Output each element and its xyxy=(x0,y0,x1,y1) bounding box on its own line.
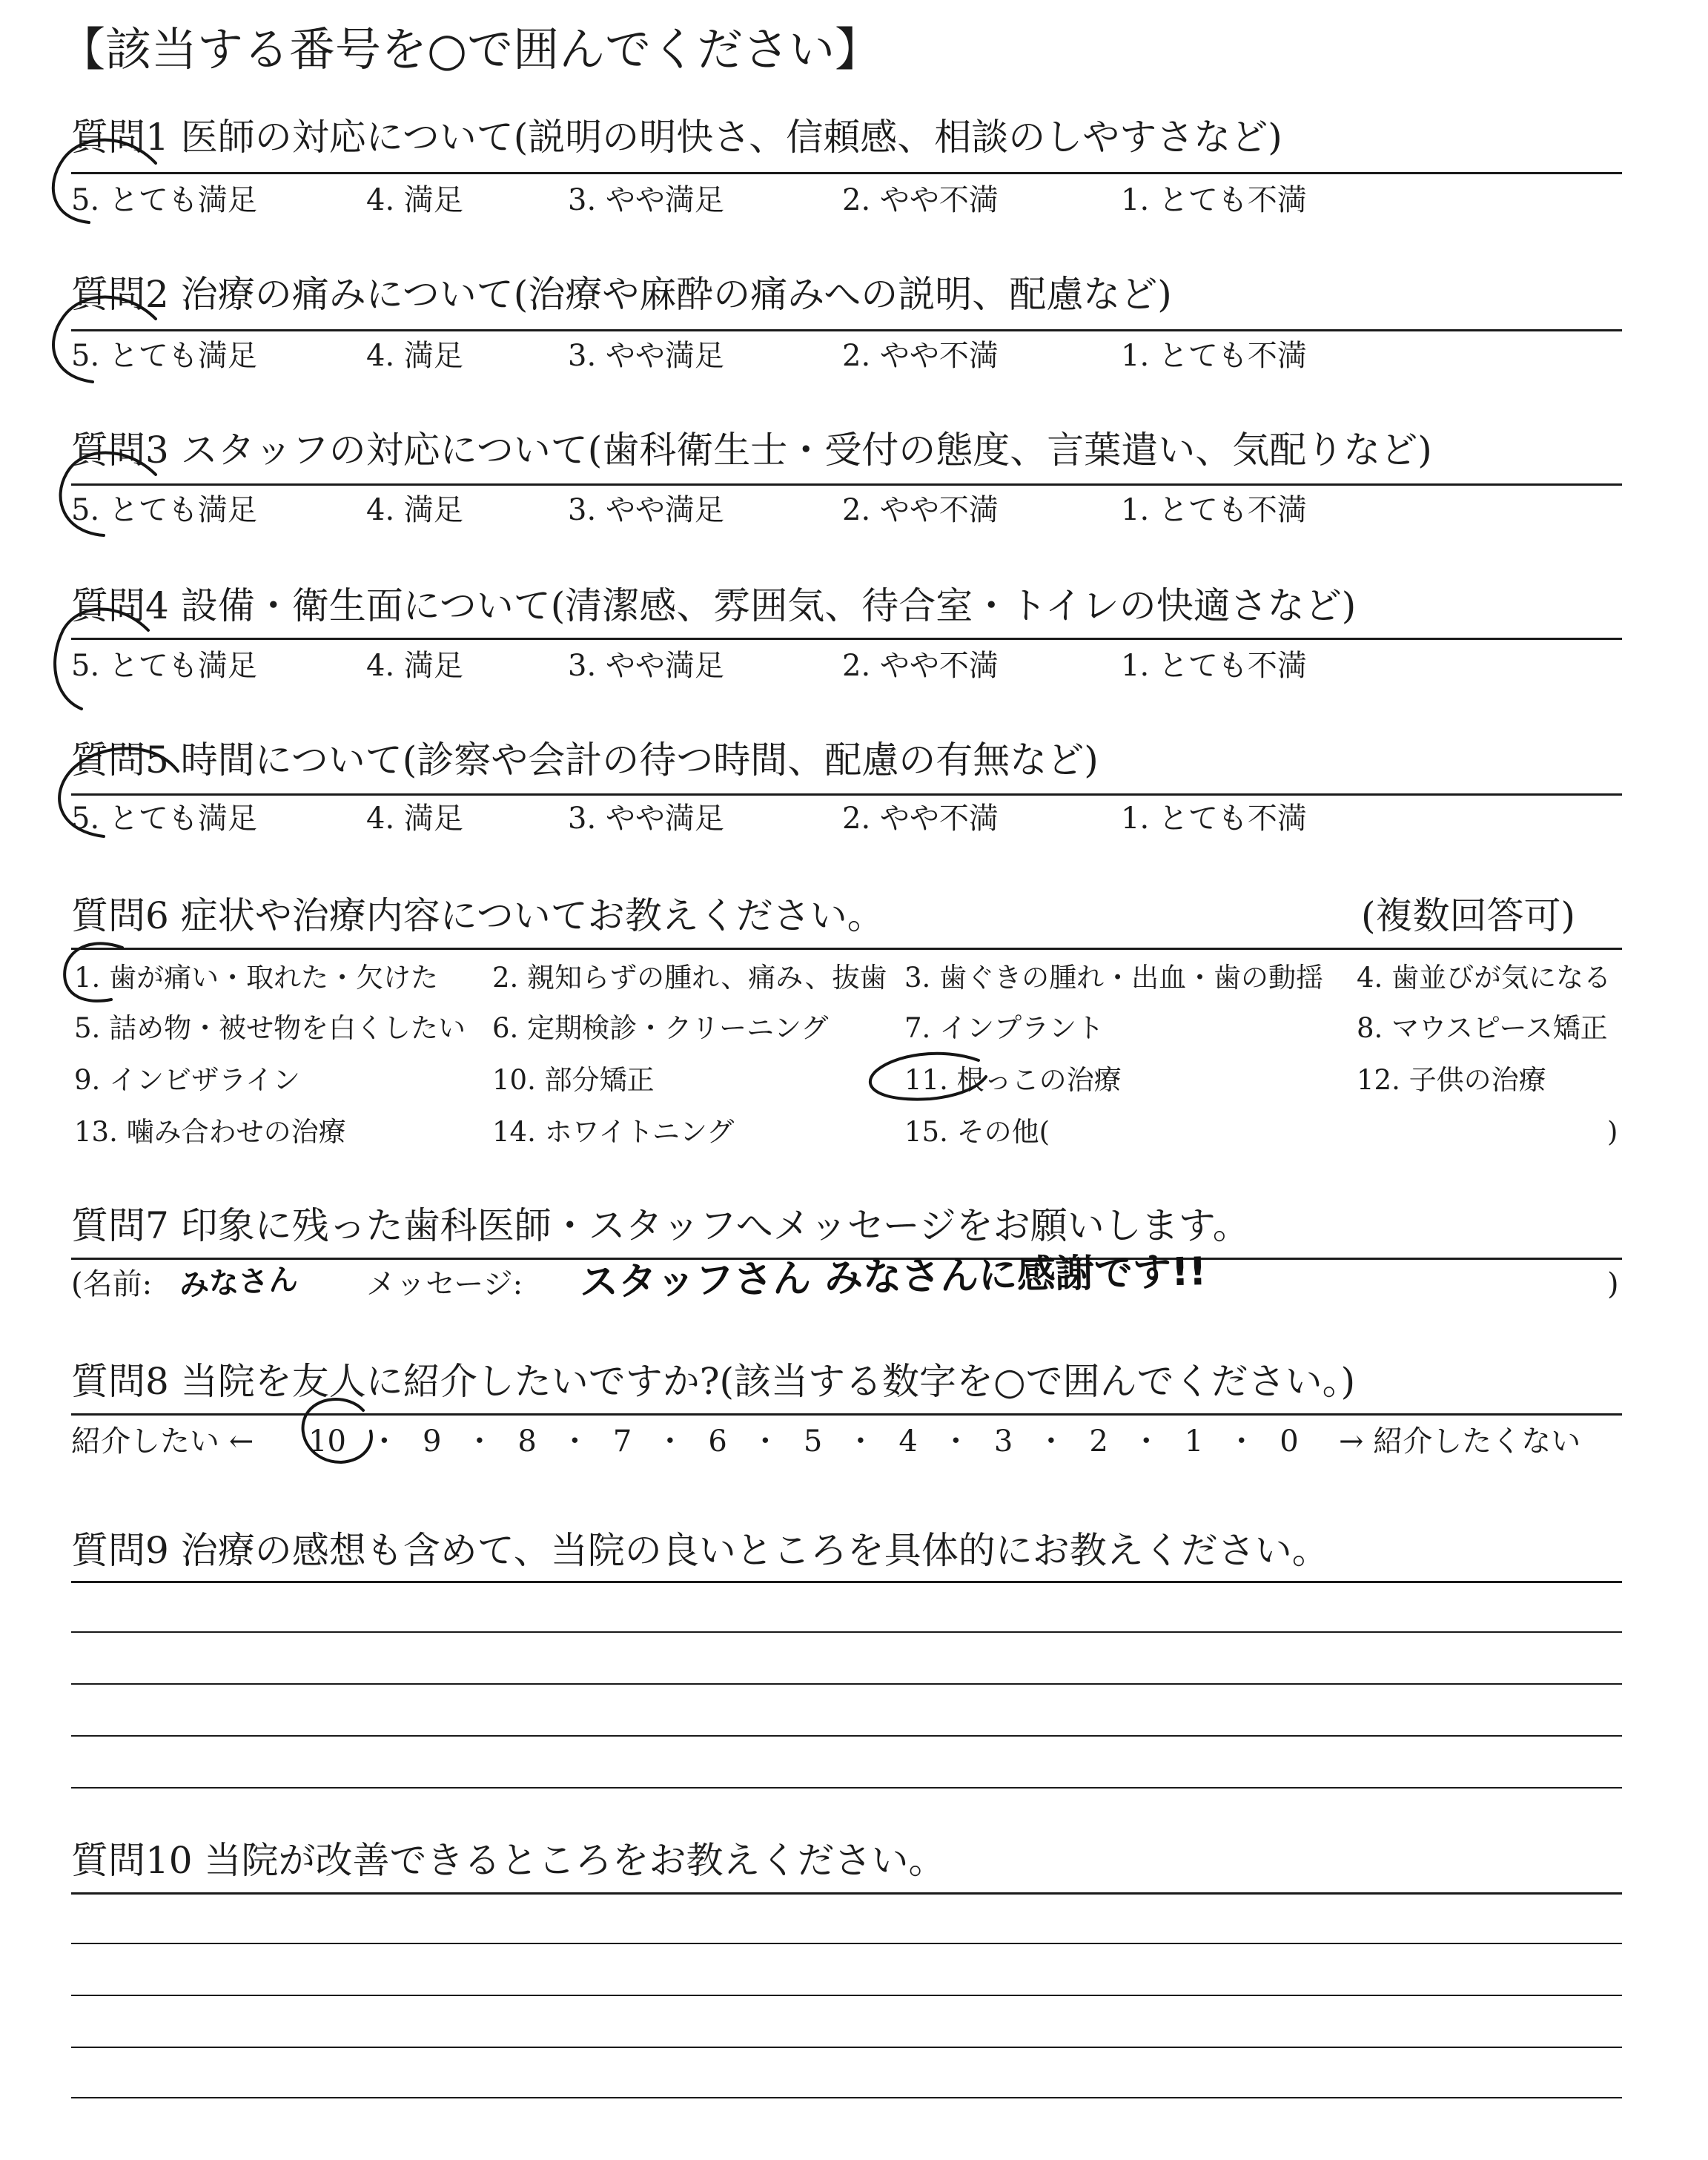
q6-item-9[interactable]: 9. インビザライン xyxy=(74,1064,300,1096)
q6-item-2[interactable]: 2. 親知らずの腫れ、痛み、抜歯 xyxy=(492,962,887,994)
q8-value-10[interactable]: 10 xyxy=(308,1424,346,1459)
q2-option-5[interactable]: 5. とても満足 xyxy=(71,339,257,373)
q2-selection-circle xyxy=(53,297,156,383)
q6-item-11-circle xyxy=(870,1054,986,1100)
q8-selection-circle xyxy=(303,1399,371,1462)
q5-option-5[interactable]: 5. とても満足 xyxy=(71,802,257,836)
q4-option-2[interactable]: 2. やや不満 xyxy=(842,649,999,683)
q7-message-handwritten[interactable]: スタッフさん みなさんに感謝です!! xyxy=(579,1249,1207,1305)
question-5-title: 質問5 時間について(診察や会計の待つ時間、配慮の有無など) xyxy=(71,739,1099,782)
question-4-title: 質問4 設備・衛生面について(清潔感、雰囲気、待合室・トイレの快適さなど) xyxy=(71,584,1357,627)
q8-dot: ・ xyxy=(845,1424,875,1459)
question-7-title: 質問7 印象に残った歯科医師・スタッフへメッセージをお願いします。 xyxy=(71,1204,1250,1247)
q7-name-handwritten[interactable]: みなさん xyxy=(178,1262,299,1303)
q6-item-10[interactable]: 10. 部分矯正 xyxy=(492,1064,655,1096)
q7-close-paren: ) xyxy=(1607,1267,1619,1301)
q4-option-4[interactable]: 4. 満足 xyxy=(366,649,463,683)
q3-option-4[interactable]: 4. 満足 xyxy=(366,493,463,527)
q6-item-1[interactable]: 1. 歯が痛い・取れた・欠けた xyxy=(74,962,439,994)
q6-item-8[interactable]: 8. マウスピース矯正 xyxy=(1357,1012,1608,1044)
q1-option-5[interactable]: 5. とても満足 xyxy=(71,183,257,217)
q8-value-2[interactable]: 2 xyxy=(1089,1424,1108,1459)
q7-name-label: (名前: xyxy=(71,1267,153,1301)
q6-item-6[interactable]: 6. 定期検診・クリーニング xyxy=(492,1012,829,1044)
q3-option-5[interactable]: 5. とても満足 xyxy=(71,493,257,527)
q5-option-4[interactable]: 4. 満足 xyxy=(366,802,463,836)
form-title: 【該当する番号を○で囲んでください】 xyxy=(59,22,881,76)
q6-item-11[interactable]: 11. 根っこの治療 xyxy=(904,1064,1122,1096)
q2-option-1[interactable]: 1. とても不満 xyxy=(1121,339,1307,373)
q1-option-1[interactable]: 1. とても不満 xyxy=(1121,183,1307,217)
q2-option-2[interactable]: 2. やや不満 xyxy=(842,339,999,373)
question-2-title: 質問2 治療の痛みについて(治療や麻酔の痛みへの説明、配慮など) xyxy=(71,273,1172,316)
q4-option-5[interactable]: 5. とても満足 xyxy=(71,649,257,683)
q5-selection-circle xyxy=(59,748,178,836)
q8-value-4[interactable]: 4 xyxy=(898,1424,918,1459)
q8-dot: ・ xyxy=(750,1424,781,1459)
q4-option-3[interactable]: 3. やや満足 xyxy=(568,649,724,683)
q6-item-7[interactable]: 7. インプラント xyxy=(904,1012,1105,1044)
q8-dot: ・ xyxy=(369,1424,400,1459)
q6-item-13[interactable]: 13. 噛み合わせの治療 xyxy=(74,1116,346,1148)
q3-option-1[interactable]: 1. とても不満 xyxy=(1121,493,1307,527)
q3-option-2[interactable]: 2. やや不満 xyxy=(842,493,999,527)
q5-option-3[interactable]: 3. やや満足 xyxy=(568,802,724,836)
q4-option-1[interactable]: 1. とても不満 xyxy=(1121,649,1307,683)
q4-selection-circle xyxy=(55,609,148,709)
q8-value-5[interactable]: 5 xyxy=(803,1424,823,1459)
question-9-title: 質問9 治療の感想も含めて、当院の良いところを具体的にお教えください。 xyxy=(71,1529,1329,1572)
q6-item-1-circle xyxy=(64,943,122,1000)
q8-dot: ・ xyxy=(655,1424,685,1459)
q6-item-15-close: ) xyxy=(1607,1116,1618,1148)
q1-selection-circle xyxy=(53,140,156,222)
q8-value-8[interactable]: 8 xyxy=(517,1424,537,1459)
q5-option-2[interactable]: 2. やや不満 xyxy=(842,802,999,836)
question-6-title: 質問6 症状や治療内容についてお教えください。 xyxy=(71,894,884,937)
q8-left-label: 紹介したい ← xyxy=(71,1424,254,1459)
q1-option-3[interactable]: 3. やや満足 xyxy=(568,183,724,217)
q8-right-label: → 紹介したくない xyxy=(1339,1424,1581,1459)
q8-dot: ・ xyxy=(1036,1424,1066,1459)
q8-dot: ・ xyxy=(464,1424,494,1459)
q8-value-0[interactable]: 0 xyxy=(1280,1424,1299,1459)
q8-dot: ・ xyxy=(1131,1424,1162,1459)
q8-dot: ・ xyxy=(1226,1424,1257,1459)
q8-value-6[interactable]: 6 xyxy=(708,1424,727,1459)
q6-item-3[interactable]: 3. 歯ぐきの腫れ・出血・歯の動揺 xyxy=(904,962,1324,994)
q8-value-9[interactable]: 9 xyxy=(422,1424,442,1459)
q7-message-label: メッセージ: xyxy=(366,1267,523,1301)
q3-selection-circle xyxy=(61,453,156,536)
q8-value-1[interactable]: 1 xyxy=(1184,1424,1204,1459)
q8-value-7[interactable]: 7 xyxy=(612,1424,632,1459)
q6-item-14[interactable]: 14. ホワイトニング xyxy=(492,1116,735,1148)
q3-option-3[interactable]: 3. やや満足 xyxy=(568,493,724,527)
q6-item-15[interactable]: 15. その他( xyxy=(904,1116,1050,1148)
q8-dot: ・ xyxy=(941,1424,971,1459)
q6-item-5[interactable]: 5. 詰め物・被せ物を白くしたい xyxy=(74,1012,466,1044)
question-1-title: 質問1 医師の対応について(説明の明快さ、信頼感、相談のしやすさなど) xyxy=(71,116,1282,159)
q1-option-2[interactable]: 2. やや不満 xyxy=(842,183,999,217)
q1-option-4[interactable]: 4. 満足 xyxy=(366,183,463,217)
q8-dot: ・ xyxy=(560,1424,590,1459)
question-3-title: 質問3 スタッフの対応について(歯科衛生士・受付の態度、言葉遣い、気配りなど) xyxy=(71,429,1432,472)
q6-item-12[interactable]: 12. 子供の治療 xyxy=(1357,1064,1546,1096)
q2-option-4[interactable]: 4. 満足 xyxy=(366,339,463,373)
question-6-note: (複数回答可) xyxy=(1361,894,1576,937)
q6-item-4[interactable]: 4. 歯並びが気になる xyxy=(1357,962,1612,994)
q8-value-3[interactable]: 3 xyxy=(993,1424,1013,1459)
question-8-title: 質問8 当院を友人に紹介したいですか?(該当する数字を○で囲んでください。) xyxy=(71,1360,1356,1403)
q2-option-3[interactable]: 3. やや満足 xyxy=(568,339,724,373)
question-10-title: 質問10 当院が改善できるところをお教えください。 xyxy=(71,1839,946,1882)
q5-option-1[interactable]: 1. とても不満 xyxy=(1121,802,1307,836)
